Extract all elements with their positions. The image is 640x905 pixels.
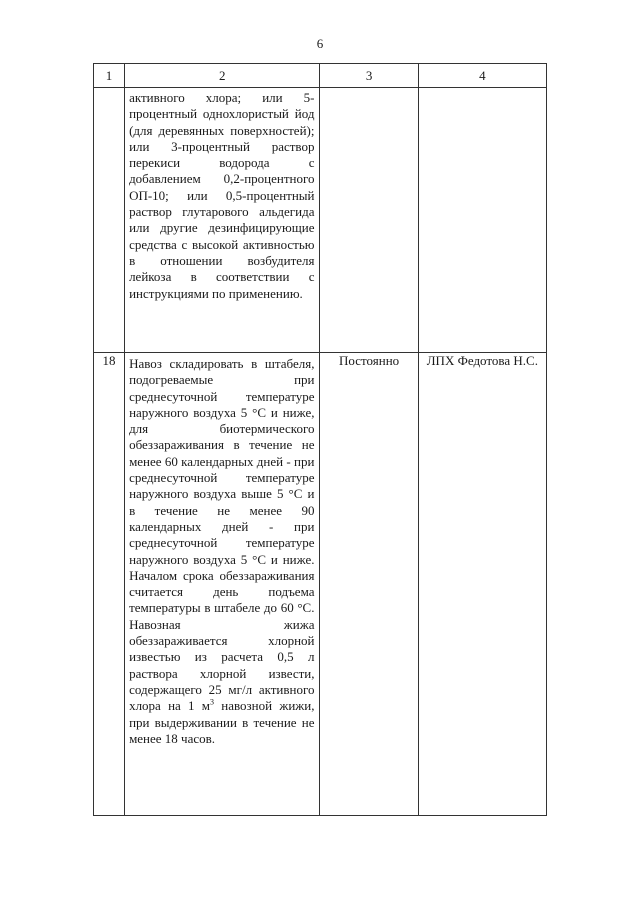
table-row: [94, 353, 547, 816]
measure-cell: [125, 353, 320, 816]
column-header-1: 1: [94, 64, 125, 88]
measure-text: [125, 353, 319, 747]
column-header-4: 4: [418, 64, 546, 88]
column-header-3: 3: [320, 64, 418, 88]
row-number: 18: [94, 353, 125, 816]
table-row: [94, 88, 547, 353]
term-cell: Постоянно: [320, 353, 418, 816]
row-number: [94, 88, 125, 353]
responsible-cell: [418, 88, 546, 353]
measure-text-main: Навоз складировать в штабеля, подогреваемые при среднесуточной температуре наружного воздуха 5 °С и ниже, для биотермического обеззараживания в течение не менее 60 календарных дней - при среднесуточной температуре наружного воздуха выше 5 °С и в течение не менее 90 календарных дней - при среднесуточной температуре наружного воздуха 5 °С и ниже. Началом срока обеззараживания считается день подъема температуры в штабеле до 60 °С. Навозная жижа обеззараживается хлорной известью из расчета 0,5 л раствора хлорной извести, содержащего 25 мг/л активного хлора на 1 м: [129, 356, 315, 714]
measures-table: [93, 63, 547, 816]
measure-text: активного хлора; или 5-процентный однохлористый йод (для деревянных поверхностей); или 3-процентный раствор перекиси водорода с добавлением 0,2-процентного ОП-10; или 0,5-процентный раствор глутарового альдегида или другие дезинфицирующие средства с высокой активностью в отношении возбудителя лейкоза в соответствии с инструкциями по применению.: [129, 90, 315, 301]
responsible-cell: ЛПХ Федотова Н.С.: [418, 353, 546, 816]
term-cell: [320, 88, 418, 353]
column-header-2: 2: [125, 64, 320, 88]
cubic-superscript: 3: [210, 697, 215, 707]
page-number: 6: [316, 36, 324, 51]
measure-text-end: навозной жижи, при выдерживании в течение не менее 18 часов.: [129, 698, 315, 746]
measure-cell: [125, 88, 320, 353]
table-header-row: [94, 64, 547, 88]
